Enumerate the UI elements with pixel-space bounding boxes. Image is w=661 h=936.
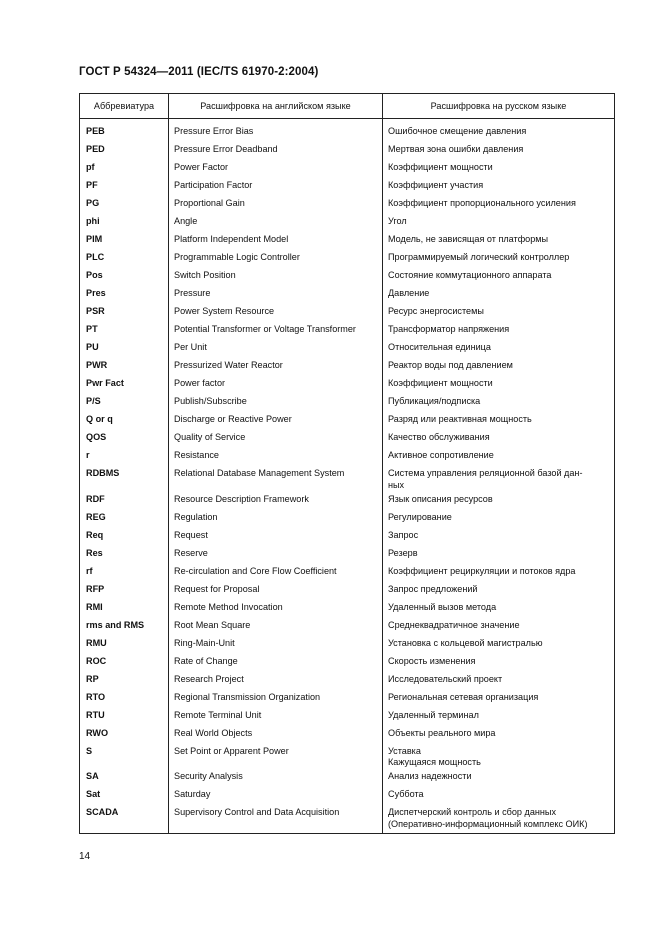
- abbreviation-cell: PED: [80, 142, 169, 160]
- russian-text-line: Коэффициент рециркуляции и потоков ядра: [388, 565, 576, 576]
- russian-text-line: Регулирование: [388, 511, 452, 522]
- russian-cell: [383, 394, 615, 412]
- russian-text-line: Коэффициент пропорционального усиления: [388, 198, 576, 208]
- english-cell: Regulation: [169, 509, 383, 527]
- abbreviation-cell: SCADA: [80, 805, 169, 834]
- abbreviation-cell: Pwr Fact: [80, 376, 169, 394]
- english-cell: Set Point or Apparent Power: [169, 743, 383, 769]
- english-cell: Security Analysis: [169, 769, 383, 787]
- table-row: [80, 617, 615, 635]
- abbreviation-cell: PWR: [80, 358, 169, 376]
- russian-cell: [383, 322, 615, 340]
- russian-cell: [383, 376, 615, 394]
- russian-cell: [383, 142, 615, 160]
- english-cell: Root Mean Square: [169, 617, 383, 635]
- english-cell: Discharge or Reactive Power: [169, 412, 383, 430]
- table-row: [80, 787, 615, 805]
- table-row: [80, 743, 615, 769]
- table-row: [80, 671, 615, 689]
- english-cell: Power Factor: [169, 160, 383, 178]
- english-cell: Regional Transmission Organization: [169, 689, 383, 707]
- russian-text-line: Установка с кольцевой магистралью: [388, 637, 543, 648]
- russian-text-line: Диспетчерский контроль и сбор данных: [388, 807, 556, 817]
- abbreviation-cell: P/S: [80, 394, 169, 412]
- russian-cell: [383, 725, 615, 743]
- document-title: ГОСТ Р 54324—2011 (IEC/TS 61970-2:2004): [79, 66, 319, 78]
- english-cell: Per Unit: [169, 340, 383, 358]
- english-cell: Pressure Error Deadband: [169, 142, 383, 160]
- english-cell: Power System Resource: [169, 304, 383, 322]
- table-row: [80, 178, 615, 196]
- russian-text-line: Удаленный терминал: [388, 709, 479, 720]
- abbreviation-cell: PF: [80, 178, 169, 196]
- russian-cell: [383, 430, 615, 448]
- table-row: [80, 394, 615, 412]
- english-cell: Quality of Service: [169, 430, 383, 448]
- column-header-russian: Расшифровка на русском языке: [383, 94, 615, 119]
- english-cell: Pressure: [169, 286, 383, 304]
- abbreviation-cell: RMI: [80, 599, 169, 617]
- russian-cell: [383, 286, 615, 304]
- russian-cell: [383, 232, 615, 250]
- english-cell: Angle: [169, 214, 383, 232]
- table-row: [80, 322, 615, 340]
- table-row: [80, 214, 615, 232]
- abbreviation-cell: RP: [80, 671, 169, 689]
- english-cell: Reserve: [169, 545, 383, 563]
- russian-cell: [383, 196, 615, 214]
- abbreviation-cell: PT: [80, 322, 169, 340]
- russian-text-line: Среднеквадратичное значение: [388, 619, 520, 630]
- english-cell: Pressure Error Bias: [169, 119, 383, 142]
- english-cell: Platform Independent Model: [169, 232, 383, 250]
- russian-text-line: Программируемый логический контроллер: [388, 252, 570, 262]
- russian-cell: [383, 787, 615, 805]
- russian-text-line: Реактор воды под давлением: [388, 360, 513, 370]
- abbreviation-cell: ROC: [80, 653, 169, 671]
- russian-cell: [383, 491, 615, 509]
- russian-text-line: Относительная единица: [388, 342, 491, 352]
- russian-text-line: Запрос предложений: [388, 583, 478, 594]
- column-header-abbreviation: Аббревиатура: [80, 94, 169, 119]
- russian-cell: [383, 214, 615, 232]
- english-cell: Resistance: [169, 448, 383, 466]
- abbreviation-cell: pf: [80, 160, 169, 178]
- english-cell: Research Project: [169, 671, 383, 689]
- russian-cell: [383, 358, 615, 376]
- abbreviation-cell: Sat: [80, 787, 169, 805]
- russian-text-line: Анализ надежности: [388, 771, 472, 781]
- russian-cell: [383, 689, 615, 707]
- russian-text-line: Объекты реального мира: [388, 727, 496, 738]
- russian-cell: [383, 509, 615, 527]
- russian-cell: [383, 527, 615, 545]
- english-cell: Publish/Subscribe: [169, 394, 383, 412]
- abbreviation-cell: r: [80, 448, 169, 466]
- abbreviation-cell: rf: [80, 563, 169, 581]
- english-cell: Request: [169, 527, 383, 545]
- russian-text-line: Публикация/подписка: [388, 396, 481, 406]
- russian-text-line: Коэффициент участия: [388, 180, 484, 190]
- russian-cell: [383, 769, 615, 787]
- english-cell: Switch Position: [169, 268, 383, 286]
- table-row: [80, 689, 615, 707]
- russian-text-line: Региональная сетевая организация: [388, 691, 539, 702]
- russian-text-line: Исследовательский проект: [388, 673, 503, 684]
- table-row: [80, 448, 615, 466]
- table-row: [80, 232, 615, 250]
- russian-text-line: Качество обслуживания: [388, 432, 490, 442]
- abbreviation-cell: RMU: [80, 635, 169, 653]
- abbreviation-cell: RDBMS: [80, 466, 169, 492]
- russian-text-line: Кажущаяся мощность: [388, 757, 481, 767]
- russian-text-line: Трансформатор напряжения: [388, 324, 510, 334]
- russian-text-line: Коэффициент мощности: [388, 162, 493, 172]
- english-cell: Relational Database Management System: [169, 466, 383, 492]
- english-cell: Ring-Main-Unit: [169, 635, 383, 653]
- abbreviation-cell: Res: [80, 545, 169, 563]
- table-row: [80, 376, 615, 394]
- table-row: [80, 119, 615, 142]
- abbreviation-cell: Q or q: [80, 412, 169, 430]
- abbreviation-cell: RFP: [80, 581, 169, 599]
- russian-text-line: Ресурс энергосистемы: [388, 306, 484, 316]
- table-row: [80, 581, 615, 599]
- table-row: [80, 160, 615, 178]
- english-cell: Pressurized Water Reactor: [169, 358, 383, 376]
- page-number: 14: [79, 851, 91, 862]
- russian-cell: [383, 581, 615, 599]
- table-row: [80, 805, 615, 834]
- english-cell: Remote Terminal Unit: [169, 707, 383, 725]
- russian-text-line: Угол: [388, 216, 407, 226]
- abbreviation-cell: QOS: [80, 430, 169, 448]
- english-cell: Power factor: [169, 376, 383, 394]
- russian-text-line: Уставка: [388, 745, 421, 756]
- abbreviation-cell: PEB: [80, 119, 169, 142]
- table-row: [80, 250, 615, 268]
- abbreviations-table: [79, 93, 615, 834]
- table-row: [80, 466, 615, 492]
- russian-cell: [383, 268, 615, 286]
- russian-cell: [383, 160, 615, 178]
- english-cell: Potential Transformer or Voltage Transformer: [169, 322, 383, 340]
- russian-cell: [383, 340, 615, 358]
- abbreviation-cell: PIM: [80, 232, 169, 250]
- russian-cell: [383, 707, 615, 725]
- table-row: [80, 304, 615, 322]
- table-row: [80, 635, 615, 653]
- abbreviation-cell: SA: [80, 769, 169, 787]
- russian-text-line: Коэффициент мощности: [388, 378, 493, 388]
- table-row: [80, 509, 615, 527]
- table-row: [80, 412, 615, 430]
- russian-text-line: Запрос: [388, 529, 419, 540]
- english-cell: Programmable Logic Controller: [169, 250, 383, 268]
- english-cell: Saturday: [169, 787, 383, 805]
- abbreviation-cell: PSR: [80, 304, 169, 322]
- table-row: [80, 268, 615, 286]
- russian-cell: [383, 563, 615, 581]
- abbreviation-cell: PU: [80, 340, 169, 358]
- table-row: [80, 142, 615, 160]
- abbreviation-cell: Pres: [80, 286, 169, 304]
- english-cell: Remote Method Invocation: [169, 599, 383, 617]
- russian-cell: [383, 466, 615, 492]
- table-row: [80, 545, 615, 563]
- table-row: [80, 430, 615, 448]
- table-row: [80, 599, 615, 617]
- english-cell: Proportional Gain: [169, 196, 383, 214]
- table-row: [80, 340, 615, 358]
- abbreviation-cell: PG: [80, 196, 169, 214]
- russian-text-line: Модель, не зависящая от платформы: [388, 234, 549, 244]
- russian-text-line: Резерв: [388, 547, 418, 558]
- russian-text-line: Язык описания ресурсов: [388, 493, 493, 504]
- russian-cell: [383, 653, 615, 671]
- russian-text-line: Состояние коммутационного аппарата: [388, 270, 552, 280]
- russian-cell: [383, 250, 615, 268]
- abbreviation-cell: Pos: [80, 268, 169, 286]
- russian-cell: [383, 545, 615, 563]
- abbreviation-cell: S: [80, 743, 169, 769]
- table-row: [80, 527, 615, 545]
- russian-text-line: Активное сопротивление: [388, 450, 494, 460]
- russian-cell: [383, 119, 615, 142]
- russian-cell: [383, 671, 615, 689]
- russian-cell: [383, 635, 615, 653]
- english-cell: Participation Factor: [169, 178, 383, 196]
- table-row: [80, 769, 615, 787]
- abbreviation-cell: PLC: [80, 250, 169, 268]
- abbreviation-cell: Req: [80, 527, 169, 545]
- russian-text-line: Суббота: [388, 789, 424, 799]
- russian-text-line: Мертвая зона ошибки давления: [388, 144, 524, 154]
- russian-cell: [383, 178, 615, 196]
- table-header-row: [80, 94, 615, 119]
- russian-cell: [383, 304, 615, 322]
- english-cell: Request for Proposal: [169, 581, 383, 599]
- abbreviation-cell: RDF: [80, 491, 169, 509]
- english-cell: Resource Description Framework: [169, 491, 383, 509]
- russian-text-line: Разряд или реактивная мощность: [388, 414, 532, 424]
- russian-text-line: Удаленный вызов метода: [388, 601, 497, 612]
- russian-text-line: Ошибочное смещение давления: [388, 126, 527, 136]
- abbreviation-cell: RWO: [80, 725, 169, 743]
- table-row: [80, 358, 615, 376]
- russian-text-line: ных: [388, 479, 405, 490]
- russian-cell: [383, 599, 615, 617]
- russian-cell: [383, 743, 615, 769]
- table-row: [80, 725, 615, 743]
- english-cell: Rate of Change: [169, 653, 383, 671]
- table-row: [80, 707, 615, 725]
- english-cell: Real World Objects: [169, 725, 383, 743]
- russian-cell: [383, 448, 615, 466]
- table-row: [80, 491, 615, 509]
- russian-text-line: Скорость изменения: [388, 655, 476, 666]
- russian-cell: [383, 412, 615, 430]
- russian-cell: [383, 805, 615, 834]
- russian-text-line: (Оперативно-информационный комплекс ОИК): [388, 818, 588, 829]
- english-cell: Re-circulation and Core Flow Coefficient: [169, 563, 383, 581]
- abbreviation-cell: rms and RMS: [80, 617, 169, 635]
- column-header-english: Расшифровка на английском языке: [169, 94, 383, 119]
- russian-text-line: Давление: [388, 288, 430, 298]
- abbreviation-cell: RTU: [80, 707, 169, 725]
- abbreviation-cell: RTO: [80, 689, 169, 707]
- russian-cell: [383, 617, 615, 635]
- table-row: [80, 286, 615, 304]
- abbreviation-cell: phi: [80, 214, 169, 232]
- table-row: [80, 563, 615, 581]
- english-cell: Supervisory Control and Data Acquisition: [169, 805, 383, 834]
- table-row: [80, 196, 615, 214]
- table-row: [80, 653, 615, 671]
- russian-text-line: Система управления реляционной базой дан-: [388, 468, 583, 478]
- abbreviation-cell: REG: [80, 509, 169, 527]
